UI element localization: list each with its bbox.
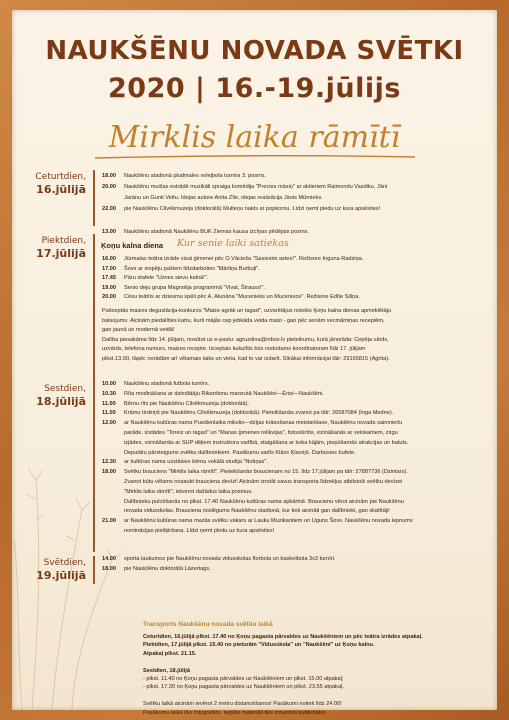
day-name: Svētdien, (43, 558, 86, 568)
event-time: 12.00 (102, 420, 116, 427)
text-line: - plkst. 17.30 no Ķoņu pagasta pārvaldes uz Naukšēniem un plkst. 23.55 atpakaļ. (143, 684, 344, 691)
text-line: Pasākumu laikā tiks fotografēts. Iegūtie materiāli tiks izmantoti publicitātei. (143, 709, 327, 716)
day-name: Ceturtdien, (35, 172, 86, 182)
event-text: parāde, izstādes "Toreiz un tagad" un "Manas ģimenes relikvijas", fotostūrītis, vizināšanās ar velokartiem, zirgu (124, 430, 398, 436)
day-name: Piektdien, (41, 236, 86, 246)
event-time: 22.00 (102, 206, 116, 212)
event-text: Naukšēnu stadionā pludmales volejbola turnīra 3. posms. (124, 173, 267, 179)
event-text: Svētku brauciens "Mirklis laika rāmītī". Pieteikšanās braucienam no 15. līdz 17.jūlijam pa tālr: 27887736 (Dzintars). (124, 469, 408, 476)
text-line: uzvārds, telefona numurs, maizes recepte. Izceptais kukulītis būs nododams koordinatoram līdz 17. jūlijam (102, 346, 366, 352)
day-date: 17.jūlijā (36, 247, 86, 260)
event-text: Naukšēnu muižas estrādē muzikāli spraiga komēdija "Precies māsiņ" ar aktieriem Raimondu Vazdiku, Jāni (124, 184, 388, 190)
poster-title: NAUKŠĒNU NOVADA SVĒTKI (45, 36, 464, 66)
event-text: ar kultūras nama uzstāsies bērnu vokālā studija "Notiņas". (124, 459, 268, 466)
event-time: 12.30 (102, 459, 116, 466)
event-text: novada vidusskolas. Brauciena noslēgums Naukšēnu stadionā, kur tiek aicināti gan dalībnieki, gan skatītāji! (124, 508, 390, 515)
day-name: Sestdien, (44, 384, 86, 394)
text-line: Svētku laikā aicinām ievērot 2 metru distancēšanos! Pasākumi notiek līdz 24.00! (143, 701, 342, 708)
flourish-underline-icon (95, 153, 415, 161)
divider (93, 556, 95, 584)
event-time: 18.00 (102, 469, 116, 476)
event-time: 18.00 (102, 173, 116, 179)
event-time: 10.00 (102, 381, 116, 387)
divider (93, 234, 95, 384)
event-time: 10.30 (102, 390, 116, 397)
day-date: 18.jūlijā (36, 395, 86, 408)
poster-dates: 2020 | 16.-19.jūlijs (108, 73, 401, 104)
event-text: Naukšēnu stadionā Naukšēnu BUK Ziemas kausa izcīņas pēdējais posms. (124, 229, 310, 235)
event-text: Cēsu teātris ar dziesmu spēli pēc A. Alunāna "Mucenieks un Muceniece". Režisore Edīte Siliņa. (124, 294, 360, 300)
text-line: Atpakaļ plkst. 21.15. (143, 650, 197, 657)
event-text: ar Naukšēnu kultūras nama mazās svētku vakars ar Lauku Muzikantiem un Uguns Šovs. Naukšēnu novada lepnums (124, 518, 413, 525)
event-text: Bērnu rīts pie Naukšēnu Cilvēkmuzeja (doktorātā). (124, 400, 249, 407)
event-text: pie Naukšēnu doktorātā Lāzertags. (124, 566, 211, 572)
transport-title: Transports Naukšēnu novada svētku laikā (143, 621, 273, 628)
day-date: 16.jūlijā (36, 183, 86, 196)
event-time: 21.00 (102, 518, 116, 525)
divider (93, 170, 95, 226)
event-time: 18.00 (102, 566, 116, 572)
event-text: "Mirklis laika rāmītī", ietverot dažādus laika posmus. (124, 488, 253, 495)
event-text: nominācijas piešķiršana. Līdzi ņemt pledu uz kura apsēsties! (124, 528, 275, 534)
text-line: - plkst. 11.40 no Ķoņu pagasta pārvaldes uz Naukšēniem un plkst. 15.00 atpakaļ; (143, 676, 344, 682)
event-time: 17.45 (102, 275, 116, 281)
event-text: Rīta modināšana ar dziedātāju Rikardionu marsrutā Naukšēni—Ēriņi—Naukšēni. (124, 390, 324, 397)
text-line: Ceturtdien, 16.jūlijā plkst. 17.40 no Ķoņu pagasta pārvaldes uz Naukšēniem un pēc teātra izrādes atpakaļ. (143, 634, 423, 640)
event-text: Krāmu tirdziņš pie Naukšēnu Cilvēkmuzeja (doktorātā). Pieteikšanās zvanot pa tālr: 26587084 (Inga Medne). (124, 410, 394, 417)
event-text: Šovs ar iespēju pašiem līdzdarboties "Mārtiņa Burbuļi". (124, 265, 260, 272)
event-time: 19.00 (102, 284, 116, 291)
text-line: Pašceptās maizes degustācija-konkurss "Maize agrāk un tagad", uzvarētājus noteiks Ķoņu kalna dienas apmeklētāju (102, 308, 392, 314)
event-text: izjādes, vizināšanās ar SUP dēļiem instruktora vadībā, staigāšana ar koka kājām, piepūšamās atrakcijas un batuts. (124, 439, 409, 446)
event-time: 13.00 (102, 229, 116, 235)
event-time: 16.00 (102, 256, 116, 262)
text-line: plkst.13.00, tāpēc norādām arī vēlamais laiks un vieta, kad to var izdarīt. Sīkākai informācijai tālr: 29165815 (Agrita). (102, 355, 390, 362)
event-text: Dalībnieku pulcēšanās no plkst. 17.40 Naukšēnu kultūras nama apkārtnē. Braucienu vērot aicinām pie Naukšēnu (124, 498, 404, 505)
event-text: Deputātu pārsteigums svētku dalībniekiem. Pasākumu vadīs Klāvs Ķlaviņš. Darbosies bufete. (124, 449, 356, 456)
day-label-thursday (26, 172, 86, 196)
text-line: Piektdien, 17.jūlijā plkst. 15.40 no pieturām "Vidusskola" un "Naukšēni" uz Ķoņu kalnu. (143, 642, 375, 649)
day-date: 19.jūlijā (36, 569, 86, 582)
divider (93, 382, 95, 552)
grass-decoration-icon (12, 390, 152, 710)
event-time: 14.00 (102, 556, 116, 562)
event-text: Jarānu un Gunti Veitu. Idejas autore Anita Zīle, idejas realizācija Jānis Mūrnieks. (124, 195, 323, 201)
event-text: ar Naukšēnu kultūras nama Pusdienlaika mikslis—dzījas krāsošanas meistarklase, Naukšēnu novada saimnieču (124, 420, 403, 427)
event-text: Naukšēnu stadionā futbola turnīrs. (124, 381, 210, 387)
friday-subtitle: Kur senie laiki satiekas (177, 238, 289, 249)
event-text: Zvanot būtu vēlams nosaukt brauciena devīzi! Aicinām izrotāt savus transporta līdzekļus atbilstoši svētku devīzei (124, 479, 403, 485)
event-text: Jūrmalas teātra izrāde visai ģimenei pēc O.Vācieša "Sasiesim astes!". Režisore Inguna Radziņa. (124, 256, 364, 262)
event-time: 11.00 (102, 400, 116, 407)
day-label-friday (26, 236, 86, 260)
event-text: Pāru stafete "Uznes sievu kalnā!". (124, 275, 209, 281)
event-time: 17.00 (102, 265, 116, 272)
poster-motto: Mirklis laika rāmītī (108, 120, 401, 155)
day-label-sunday (26, 558, 86, 582)
text-line: balsojums. Aicinām piedalīties katru, kurš mājās cep jebkāda veida maizi - gan pēc senām vecmāmiņas receptēm, (102, 317, 385, 324)
event-time: 20.00 (102, 294, 116, 300)
day-label-saturday (26, 384, 86, 408)
event-time: 20.00 (102, 184, 116, 190)
event-text: sporta laukumos pie Naukšēnu novada vidusskolas florbola un basketbola 3x3 turnīri. (124, 556, 336, 562)
text-line: Dalība piesakāma līdz 14. jūlijam, nosūtot uz e-pastu: agruzdina@inbox.lv pieteikumu, kurā jānorāda: Cepēja vārds, (102, 336, 389, 343)
poster-paper (12, 10, 497, 716)
event-text: pie Naukšēnu Cilvēkmuzeja (doktorātā) Multeņu nakts ar popkornu. Līdzi ņemt pledu uz kura apsēsties! (124, 206, 381, 212)
text-line: gan jaunā un modernā veidā! (102, 327, 175, 333)
event-text: Senio deju grupa Magnolija programmā "Vivat, Štrauss!". (124, 284, 265, 291)
friday-heading: Ķoņu kalna diena (101, 241, 164, 250)
text-line: Sestdien, 18.jūlijā (143, 667, 190, 674)
event-time: 11.00 (102, 410, 116, 417)
